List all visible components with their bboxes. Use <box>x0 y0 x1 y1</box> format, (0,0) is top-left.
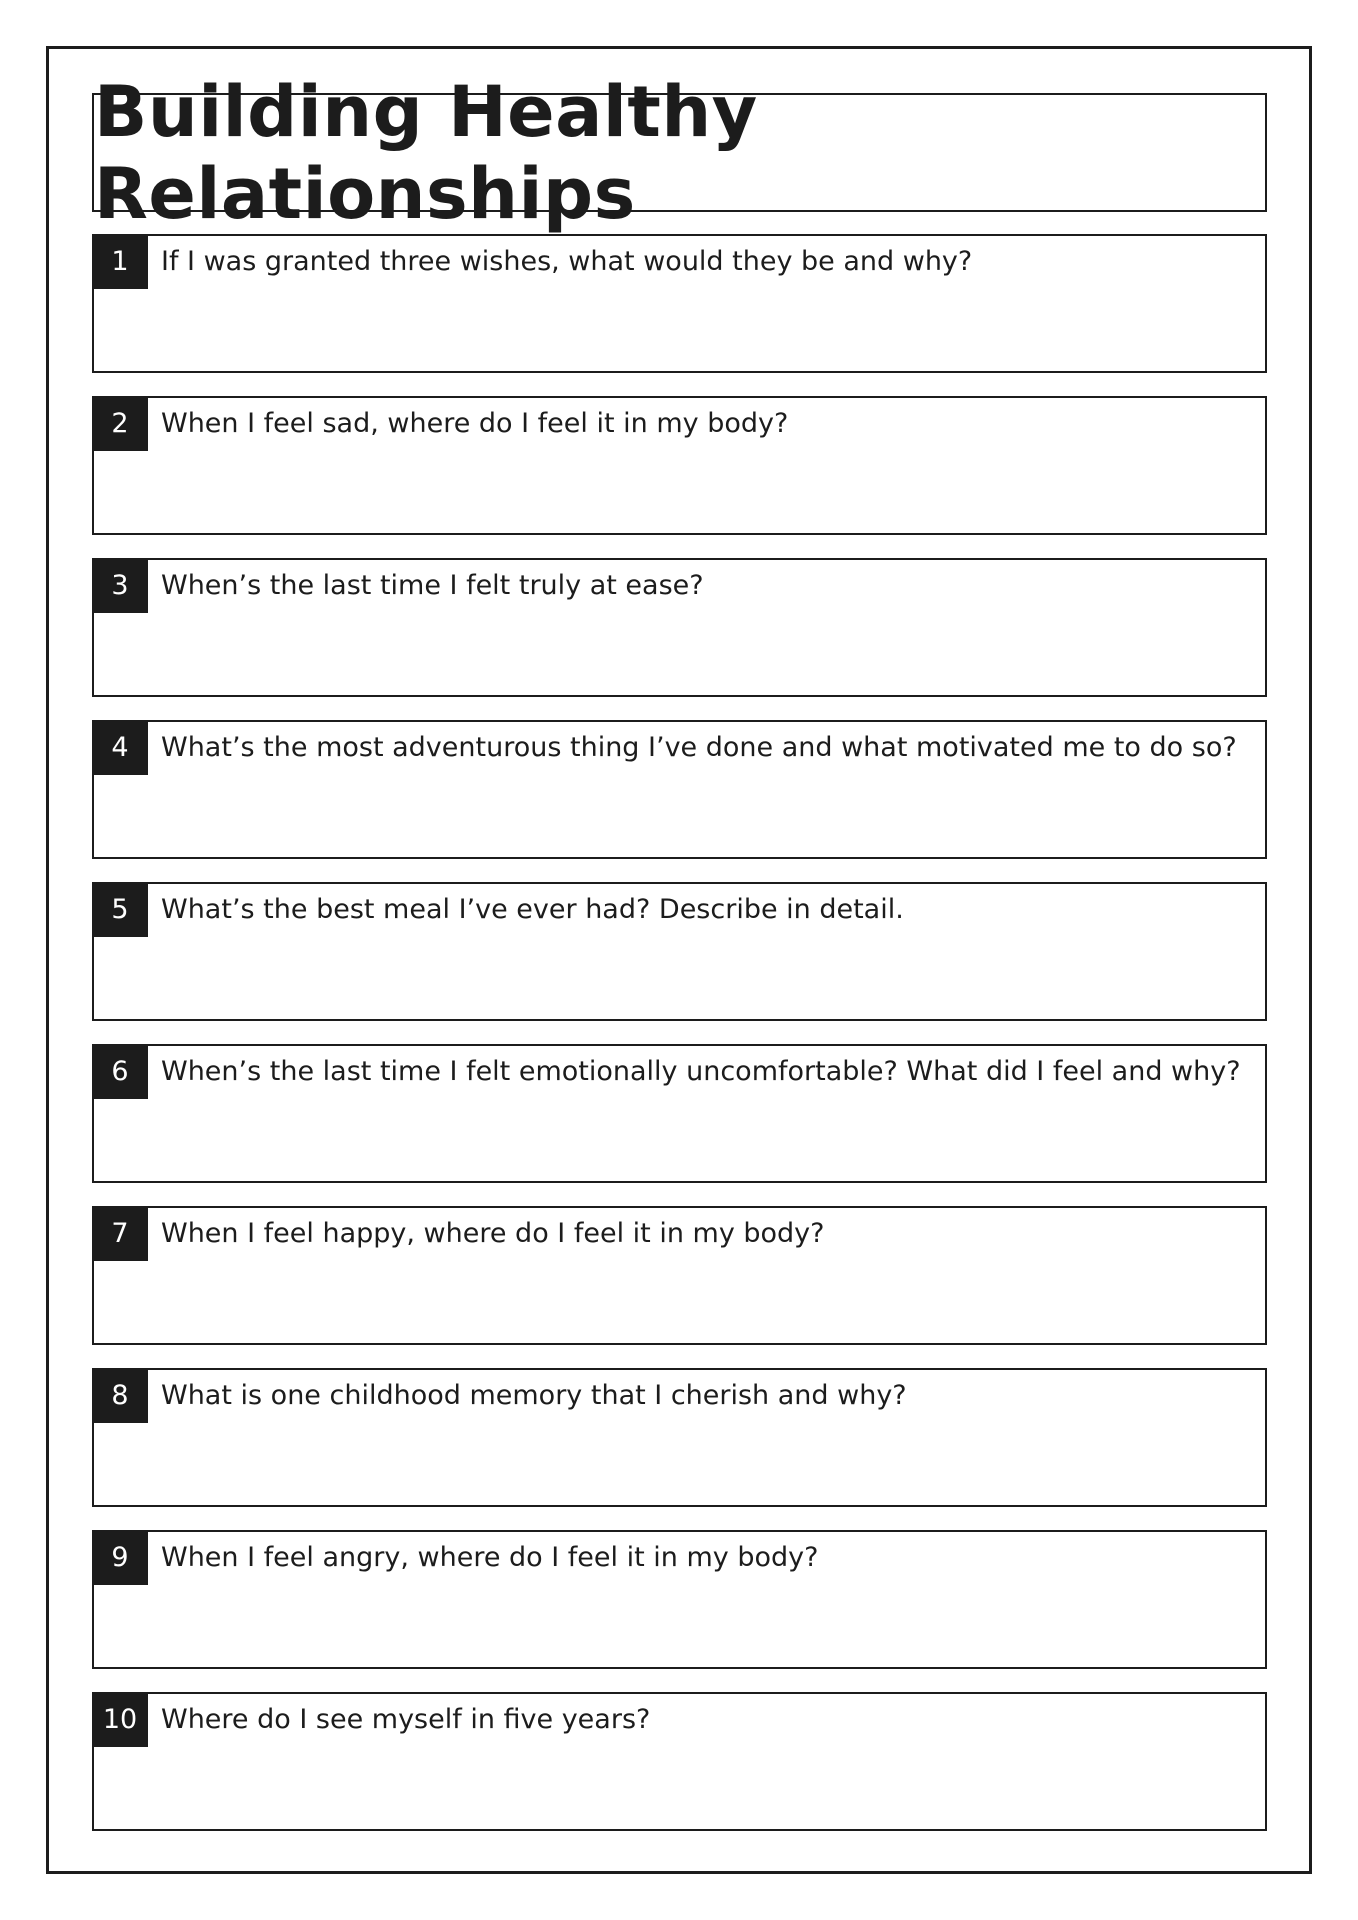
question-number: 10 <box>92 1692 148 1747</box>
question-number: 3 <box>92 558 148 613</box>
question-text: When I feel happy, where do I feel it in my body? <box>161 1218 825 1249</box>
question-text: When I feel sad, where do I feel it in my body? <box>161 408 789 439</box>
answer-area[interactable] <box>94 453 1265 533</box>
question-card-2 <box>92 396 1267 535</box>
question-card-10 <box>92 1692 1267 1831</box>
question-text: When I feel angry, where do I feel it in my body? <box>161 1542 819 1573</box>
question-text: What’s the most adventurous thing I’ve done and what motivated me to do so? <box>161 732 1237 763</box>
answer-area[interactable] <box>94 1749 1265 1829</box>
question-number: 4 <box>92 720 148 775</box>
question-text: Where do I see myself in five years? <box>161 1704 651 1735</box>
question-text: When’s the last time I felt truly at ease? <box>161 570 704 601</box>
question-number: 2 <box>92 396 148 451</box>
question-card-5 <box>92 882 1267 1021</box>
question-card-7 <box>92 1206 1267 1345</box>
answer-area[interactable] <box>94 939 1265 1019</box>
question-number: 7 <box>92 1206 148 1261</box>
question-number: 6 <box>92 1044 148 1099</box>
question-card-3 <box>92 558 1267 697</box>
answer-area[interactable] <box>94 777 1265 857</box>
question-text: If I was granted three wishes, what would they be and why? <box>161 246 973 277</box>
question-card-9 <box>92 1530 1267 1669</box>
answer-area[interactable] <box>94 1587 1265 1667</box>
answer-area[interactable] <box>94 1101 1265 1181</box>
question-number: 8 <box>92 1368 148 1423</box>
question-card-4 <box>92 720 1267 859</box>
title-box <box>92 70 1267 235</box>
question-card-1 <box>92 234 1267 373</box>
page-title: Building Healthy Relationships <box>94 70 758 235</box>
question-card-6 <box>92 1044 1267 1183</box>
question-number: 9 <box>92 1530 148 1585</box>
answer-area[interactable] <box>94 1263 1265 1343</box>
answer-area[interactable] <box>94 1425 1265 1505</box>
question-number: 1 <box>92 234 148 289</box>
question-card-8 <box>92 1368 1267 1507</box>
question-text: What is one childhood memory that I cherish and why? <box>161 1380 907 1411</box>
question-text: What’s the best meal I’ve ever had? Describe in detail. <box>161 894 904 925</box>
answer-area[interactable] <box>94 291 1265 371</box>
question-text: When’s the last time I felt emotionally uncomfortable? What did I feel and why? <box>161 1056 1241 1087</box>
answer-area[interactable] <box>94 615 1265 695</box>
question-number: 5 <box>92 882 148 937</box>
